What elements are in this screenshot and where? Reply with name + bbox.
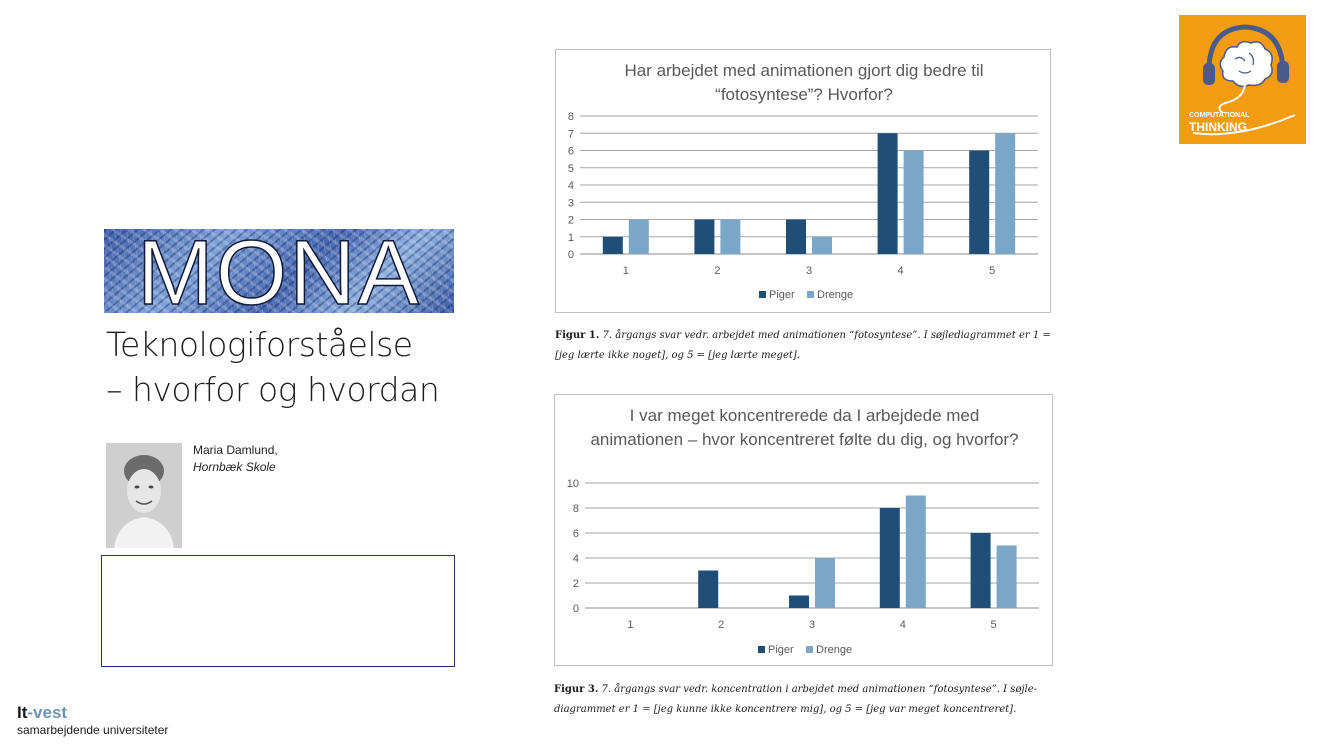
bar-piger-2	[694, 220, 714, 255]
computational-thinking-logo	[1179, 15, 1306, 144]
caption-1-label: Figur 1.	[555, 330, 600, 341]
y-tick-label: 4	[567, 180, 574, 192]
x-tick-label: 1	[627, 619, 634, 631]
chart-fotosyntese-learning	[555, 49, 1051, 313]
itvest-brand-it: It	[17, 703, 28, 722]
caption-3-text: 7. årgangs svar vedr. koncentration i arbejdet med animationen “fotosyntese”. I søjle-diagrammet er 1 = [jeg kunne ikke koncentrere mig], og 5 = [jeg var meget koncentreret].	[554, 684, 1038, 715]
chart-concentration	[554, 394, 1053, 666]
bar-drenge-3	[812, 237, 832, 254]
x-tick-label: 2	[718, 619, 725, 631]
bar-chart-2	[555, 395, 1054, 667]
logo-text-line2: THINKING	[1189, 120, 1247, 134]
title-line-1: Teknologiforståelse	[106, 325, 413, 364]
y-tick-label: 7	[567, 128, 574, 141]
x-tick-label: 3	[805, 265, 813, 277]
bar-piger-4	[878, 133, 898, 254]
caption-figure-3	[554, 680, 1054, 720]
bar-piger-3	[786, 220, 806, 255]
y-tick-label: 6	[567, 145, 574, 158]
x-tick-label: 4	[897, 265, 904, 277]
itvest-logo	[17, 703, 67, 723]
itvest-subtitle: samarbejdende universiteter	[17, 723, 169, 737]
y-tick-label: 3	[567, 197, 574, 210]
bar-drenge-5	[997, 546, 1017, 609]
x-tick-label: 1	[622, 265, 629, 277]
legend-label-piger: Piger	[769, 289, 795, 301]
bar-drenge-3	[815, 558, 835, 608]
legend-swatch-drenge	[806, 646, 813, 653]
x-tick-label: 5	[989, 265, 996, 277]
x-tick-label: 3	[808, 619, 816, 631]
y-tick-label: 2	[572, 578, 579, 590]
y-tick-label: 4	[572, 553, 579, 565]
y-tick-label: 8	[572, 503, 579, 515]
bar-piger-5	[969, 151, 989, 255]
y-tick-label: 0	[567, 249, 574, 261]
legend-swatch-drenge	[807, 291, 814, 298]
chart-title-line-2: animationen – hvor koncentreret følte du dig, og hvorfor?	[590, 430, 1019, 449]
author-name: Maria Damlund,	[193, 443, 278, 457]
y-tick-label: 2	[567, 214, 574, 227]
bar-drenge-1	[629, 220, 649, 255]
caption-1-text: 7. årgangs svar vedr. arbejdet med animationen “fotosyntese”. I søjlediagrammet er 1 = [jeg lærte ikke noget], og 5 = [jeg lærte meget].	[555, 330, 1051, 361]
logo-text-line1: COMPUTATIONAL	[1189, 112, 1250, 119]
itvest-brand-vest: -vest	[27, 703, 68, 722]
x-tick-label: 5	[990, 619, 997, 631]
bar-piger-3	[789, 596, 809, 609]
bar-piger-5	[971, 533, 991, 608]
y-tick-label: 6	[572, 528, 579, 540]
mona-logo-text: MONA	[137, 229, 421, 313]
title-line-2: – hvorfor og hvordan	[106, 370, 440, 409]
chart-title-line-1: Har arbejdet med animationen gjort dig bedre til	[624, 61, 984, 80]
caption-3-label: Figur 3.	[554, 684, 599, 695]
chart-title-line-2: “fotosyntese”? Hvorfor?	[715, 85, 893, 104]
y-tick-label: 10	[566, 478, 579, 490]
legend-label-drenge: Drenge	[817, 289, 854, 301]
y-tick-label: 1	[567, 231, 574, 244]
bar-piger-2	[698, 571, 718, 609]
author-school: Hornbæk Skole	[193, 460, 276, 474]
legend-swatch-piger	[759, 291, 766, 298]
mona-banner	[104, 229, 454, 313]
legend-label-drenge: Drenge	[816, 644, 853, 656]
document-title	[106, 322, 506, 412]
bar-drenge-5	[995, 133, 1015, 254]
y-tick-label: 5	[567, 162, 574, 175]
chart-title-line-1: I var meget koncentrerede da I arbejdede med	[629, 406, 980, 425]
y-tick-label: 0	[572, 603, 579, 615]
bar-drenge-4	[904, 151, 924, 255]
bar-chart-1	[556, 50, 1052, 314]
empty-text-box	[101, 555, 455, 667]
bar-drenge-4	[906, 496, 926, 609]
caption-figure-1	[555, 326, 1055, 366]
x-tick-label: 2	[714, 265, 721, 277]
bar-piger-1	[603, 237, 623, 254]
bar-piger-4	[880, 508, 900, 608]
bar-drenge-2	[720, 220, 740, 255]
author-photo	[106, 443, 182, 548]
x-tick-label: 4	[899, 619, 906, 631]
y-tick-label: 8	[567, 111, 574, 123]
legend-swatch-piger	[758, 646, 765, 653]
legend-label-piger: Piger	[768, 644, 794, 656]
